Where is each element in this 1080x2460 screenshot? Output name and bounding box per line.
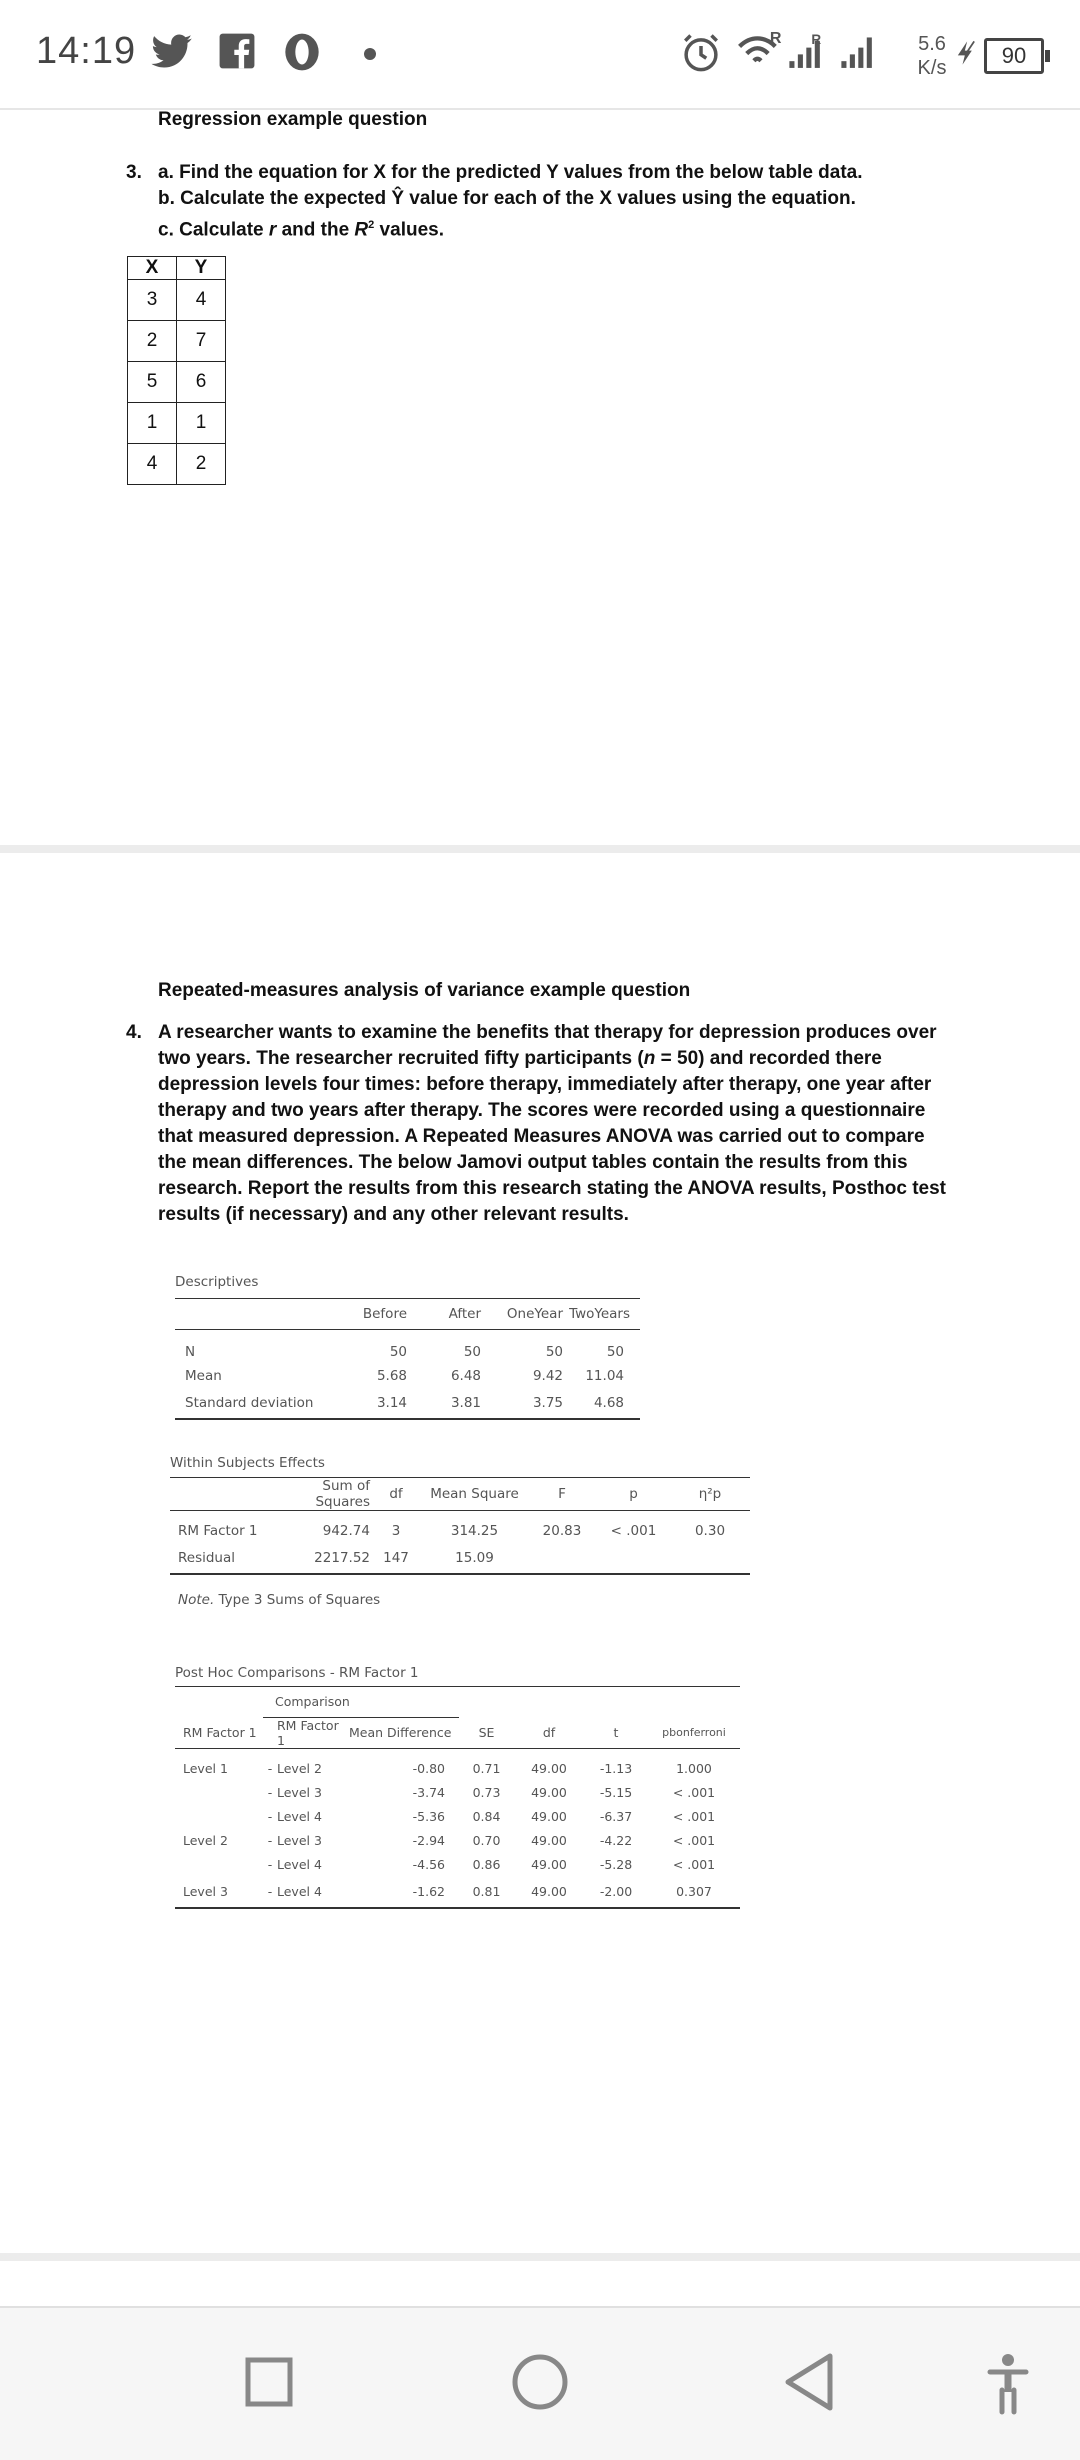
- table-cell: 0.84: [472, 1809, 501, 1824]
- table-cell: Level 3: [277, 1833, 322, 1848]
- within-subjects-title: Within Subjects Effects: [170, 1455, 325, 1471]
- table-cell: 6: [177, 362, 226, 403]
- table-header: Y: [177, 257, 226, 280]
- svg-text:R: R: [769, 28, 782, 47]
- table-cell: 50: [389, 1344, 407, 1360]
- table-cell: Level 2: [183, 1833, 228, 1848]
- section-title-regression: Regression example question: [158, 109, 428, 130]
- table-cell: -3.74: [412, 1785, 445, 1800]
- column-header: η²p: [698, 1486, 722, 1502]
- table-cell: 2: [177, 444, 226, 485]
- table-cell: 1: [128, 403, 177, 444]
- table-cell: 2217.52: [314, 1550, 370, 1566]
- table-cell: Level 1: [183, 1761, 228, 1776]
- table-row: [175, 1853, 740, 1877]
- row-label: RM Factor 1: [178, 1523, 258, 1539]
- table-cell: 0.307: [676, 1884, 712, 1899]
- table-cell: [175, 1853, 263, 1877]
- notification-dot: [364, 48, 376, 60]
- column-header: Mean Difference: [349, 1725, 452, 1740]
- column-header: Before: [362, 1306, 407, 1322]
- table-row: [170, 1519, 750, 1543]
- accessibility-icon[interactable]: [986, 2346, 1030, 2420]
- status-bar: [0, 0, 1080, 108]
- column-header: [263, 1717, 277, 1748]
- row-label: Standard deviation: [185, 1395, 314, 1411]
- table-row: [175, 1388, 640, 1419]
- table-cell: [670, 1543, 750, 1574]
- table-cell: 49.00: [531, 1857, 567, 1872]
- within-subjects-table: [170, 1477, 750, 1575]
- svg-text:R: R: [811, 32, 822, 48]
- table-cell: 9.42: [532, 1368, 563, 1384]
- table-cell: -1.62: [412, 1884, 445, 1899]
- table-cell: < .001: [672, 1857, 716, 1872]
- descriptives-table: [175, 1298, 640, 1420]
- alarm-icon: [680, 32, 722, 74]
- page-separator: [0, 845, 1080, 853]
- question-text: A researcher wants to examine the benefits that therapy for depression produces over two years. The researcher recruited fifty participants (n = 50) and recorded there depression levels four times: before therapy, immediately after therapy, one year after therapy and two years after therapy. The scores were recorded using a questionnaire that measured depression. A Repeated Measures ANOVA was carried out to compare the mean differences. The below Jamovi output tables contain the results from this research. Report the results from this research stating the ANOVA results, Posthoc test results (if necessary) and any other relevant results.: [158, 1022, 947, 1225]
- table-row: [128, 280, 226, 321]
- row-label: Residual: [178, 1550, 236, 1566]
- table-cell: 3: [128, 280, 177, 321]
- table-cell: 4.68: [593, 1395, 624, 1411]
- table-header-row: [175, 1299, 640, 1330]
- battery-indicator: 90: [984, 38, 1044, 74]
- table-cell: 50: [545, 1344, 563, 1360]
- table-cell: -2.00: [599, 1884, 633, 1899]
- twitter-icon: [150, 34, 194, 70]
- column-header: After: [448, 1306, 481, 1322]
- navigation-bar: [0, 2308, 1080, 2460]
- table-cell: 49.00: [531, 1833, 567, 1848]
- table-cell: 0.70: [472, 1833, 501, 1848]
- table-row: [128, 444, 226, 485]
- table-cell: 0.73: [472, 1785, 501, 1800]
- question-line-a: a. Find the equation for X for the predicted Y values from the below table data.: [158, 162, 863, 183]
- table-cell: [597, 1543, 670, 1574]
- table-header-row: [128, 257, 226, 280]
- posthoc-table: [175, 1686, 740, 1909]
- table-cell: -0.80: [412, 1761, 445, 1776]
- table-header: X: [128, 257, 177, 280]
- status-time: 14:19: [36, 30, 137, 72]
- table-cell: 6.48: [450, 1368, 481, 1384]
- recent-apps-icon[interactable]: [244, 2346, 294, 2420]
- table-row: [175, 1757, 740, 1781]
- table-cell: 49.00: [531, 1761, 567, 1776]
- table-cell: 3.81: [450, 1395, 481, 1411]
- table-row: [175, 1829, 740, 1853]
- column-header: pbonferroni: [662, 1725, 726, 1739]
- question-number: 3.: [126, 162, 142, 183]
- table-cell: < .001: [672, 1833, 716, 1848]
- page-separator: [0, 2253, 1080, 2261]
- table-note: Note. Type 3 Sums of Squares: [178, 1592, 381, 1608]
- table-header-row: [175, 1717, 740, 1748]
- question-line-b: b. Calculate the expected Ŷ value for each of the X values using the equation.: [158, 188, 856, 209]
- table-cell: -: [267, 1833, 273, 1848]
- table-cell: 1.000: [676, 1761, 712, 1776]
- table-cell: Level 3: [183, 1884, 228, 1899]
- table-cell: 15.09: [455, 1550, 494, 1566]
- table-row: [128, 362, 226, 403]
- table-cell: -4.56: [412, 1857, 445, 1872]
- facebook-icon: [218, 32, 256, 70]
- table-cell: 0.81: [472, 1884, 501, 1899]
- table-cell: -6.37: [599, 1809, 633, 1824]
- table-cell: 20.83: [542, 1523, 582, 1539]
- home-icon[interactable]: [508, 2346, 572, 2420]
- table-cell: -1.13: [599, 1761, 633, 1776]
- wifi-icon: [736, 28, 786, 72]
- table-cell: 4: [128, 444, 177, 485]
- table-cell: 0.71: [472, 1761, 501, 1776]
- column-header: Mean Square: [430, 1486, 519, 1502]
- table-cell: 11.04: [585, 1368, 624, 1384]
- table-cell: 942.74: [322, 1523, 370, 1539]
- table-cell: 3.75: [532, 1395, 563, 1411]
- table-cell: 5: [128, 362, 177, 403]
- table-cell: Level 4: [277, 1857, 322, 1872]
- table-cell: 1: [177, 403, 226, 444]
- table-cell: Level 3: [277, 1785, 322, 1800]
- table-cell: -5.36: [412, 1809, 445, 1824]
- table-cell: [175, 1781, 263, 1805]
- table-cell: 49.00: [531, 1884, 567, 1899]
- posthoc-title: Post Hoc Comparisons - RM Factor 1: [175, 1665, 419, 1681]
- group-header-row: [175, 1687, 740, 1718]
- table-cell: 147: [383, 1550, 409, 1566]
- table-cell: < .001: [672, 1809, 716, 1824]
- column-header: OneYear: [506, 1306, 563, 1322]
- table-cell: 3.14: [376, 1395, 407, 1411]
- network-speed: 5.6 K/s: [917, 33, 947, 79]
- table-row: [128, 403, 226, 444]
- table-header-row: [170, 1478, 750, 1511]
- signal-icon: [838, 30, 882, 72]
- table-row: [128, 321, 226, 362]
- table-cell: 314.25: [450, 1523, 499, 1539]
- question-line-c: c. Calculate r and the $R^2$ values.: [158, 219, 444, 241]
- table-row: [175, 1877, 740, 1908]
- table-row: [175, 1805, 740, 1829]
- table-cell: -: [267, 1809, 273, 1824]
- table-cell: -5.28: [599, 1857, 633, 1872]
- table-cell: [527, 1543, 597, 1574]
- table-cell: Level 2: [277, 1761, 322, 1776]
- table-cell: 5.68: [376, 1368, 407, 1384]
- table-cell: -: [267, 1785, 273, 1800]
- section-title-anova: Repeated-measures analysis of variance example question: [158, 980, 691, 1001]
- column-header: RM Factor 1: [277, 1717, 339, 1748]
- table-row: [175, 1781, 740, 1805]
- table-cell: 0.86: [472, 1857, 501, 1872]
- charging-icon: [952, 38, 980, 68]
- table-cell: Level 4: [277, 1809, 322, 1824]
- table-cell: -5.15: [599, 1785, 633, 1800]
- table-cell: [175, 1805, 263, 1829]
- back-icon[interactable]: [780, 2346, 836, 2420]
- table-cell: 49.00: [531, 1785, 567, 1800]
- column-header: F: [558, 1486, 566, 1502]
- table-cell: 3: [391, 1523, 401, 1539]
- table-cell: Level 4: [277, 1884, 322, 1899]
- table-cell: -: [267, 1857, 273, 1872]
- table-cell: -: [267, 1884, 273, 1899]
- table-cell: < .001: [610, 1523, 657, 1539]
- descriptives-title: Descriptives: [175, 1274, 259, 1290]
- column-header: Sum of Squares: [315, 1478, 370, 1510]
- group-header: Comparison: [263, 1687, 459, 1718]
- table-cell: -: [267, 1761, 273, 1776]
- xy-data-table: [127, 256, 226, 485]
- question-number: 4.: [126, 1022, 142, 1043]
- column-header: df: [542, 1724, 556, 1740]
- table-cell: 7: [177, 321, 226, 362]
- signal-icon: [786, 30, 830, 72]
- table-cell: 4: [177, 280, 226, 321]
- table-row: [175, 1340, 640, 1364]
- row-label: Mean: [185, 1368, 222, 1384]
- opera-icon: [282, 32, 322, 72]
- column-header: RM Factor 1: [183, 1724, 257, 1740]
- table-cell: 50: [463, 1344, 481, 1360]
- column-header: p: [629, 1486, 638, 1502]
- table-cell: < .001: [672, 1785, 716, 1800]
- column-header: t: [613, 1724, 619, 1740]
- table-row: [175, 1364, 640, 1388]
- column-header: SE: [478, 1724, 495, 1740]
- row-label: N: [185, 1344, 196, 1360]
- table-cell: 2: [128, 321, 177, 362]
- column-header: TwoYears: [569, 1306, 630, 1322]
- table-cell: 49.00: [531, 1809, 567, 1824]
- table-cell: -4.22: [599, 1833, 633, 1848]
- table-cell: 0.30: [694, 1523, 726, 1539]
- column-header: df: [389, 1486, 403, 1502]
- table-row: [170, 1543, 750, 1574]
- table-cell: -2.94: [412, 1833, 445, 1848]
- table-cell: 50: [606, 1344, 624, 1360]
